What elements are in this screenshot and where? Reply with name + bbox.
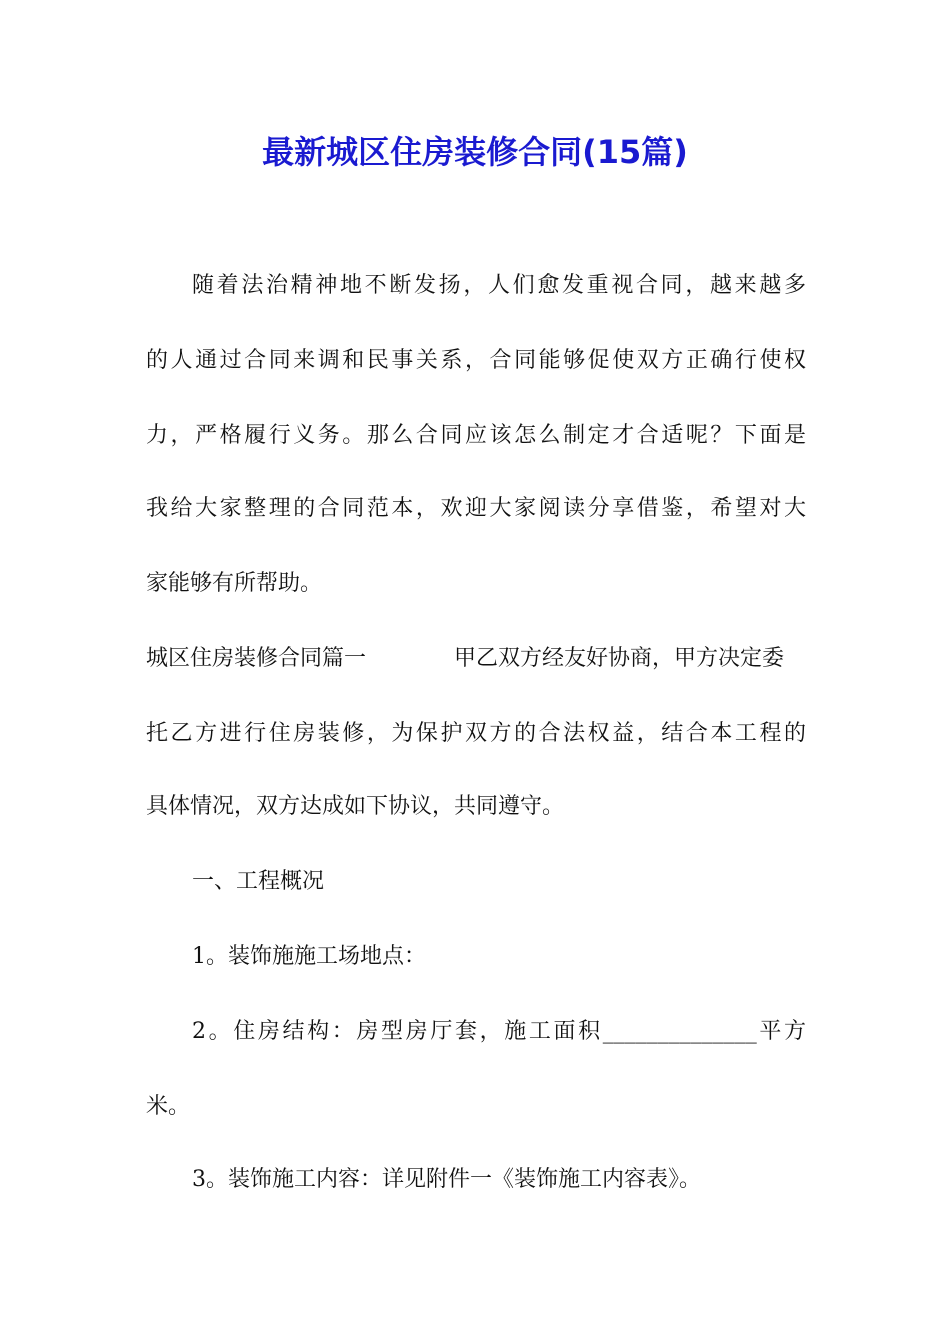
intro-line-4: 我给大家整理的合同范本，欢迎大家阅读分享借鉴，希望对大 <box>146 496 806 521</box>
section-heading: 城区住房装修合同篇一 <box>146 646 367 671</box>
intro-line-5: 家能够有所帮助。 <box>146 571 323 596</box>
intro-line-2: 的人通过合同来调和民事关系，合同能够促使双方正确行使权 <box>146 348 806 373</box>
item-2-continuation: 米。 <box>146 1094 191 1119</box>
intro-line-3: 力，严格履行义务。那么合同应该怎么制定才合适呢？下面是 <box>146 423 806 448</box>
section-line-3: 具体情况，双方达成如下协议，共同遵守。 <box>146 794 565 819</box>
section-line-2: 托乙方进行住房装修，为保护双方的合法权益，结合本工程的 <box>146 721 806 746</box>
item-3: 3。装饰施工内容：详见附件一《装饰施工内容表》。 <box>192 1167 701 1192</box>
section-line-1: 甲乙双方经友好协商，甲方决定委 <box>454 646 785 671</box>
document-title: 最新城区住房装修合同(15篇) <box>262 133 688 171</box>
intro-line-1: 随着法治精神地不断发扬，人们愈发重视合同，越来越多 <box>192 273 806 298</box>
item-2: 2。住房结构：房型房厅套，施工面积______________平方 <box>192 1019 806 1044</box>
section-first-line <box>146 639 806 679</box>
item-1: 1。装饰施施工场地点： <box>192 944 426 969</box>
item-heading-overview: 一、工程概况 <box>192 869 325 894</box>
